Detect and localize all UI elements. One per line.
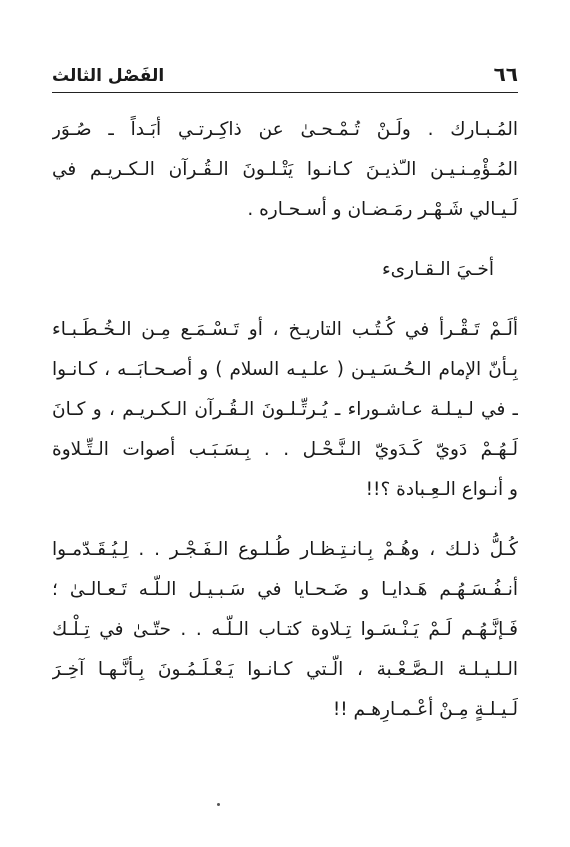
running-header [52,58,518,86]
page-number: ٦٦ [493,62,518,86]
text-line: ـ في لـيـلـة عـاشـوراء ـ يُـرتِّـلـونَ الـقُـرآن الـكـريـم ، و كـانَ [52,399,518,420]
text-line: لَـيـالي شَـهْـر رمَـضـان و أسـحـاره . [247,199,518,220]
paragraph-3 [52,530,518,730]
text-line: المُـؤْمِـنـيـن الـّذيـنَ كـانـوا يَتْـلـونَ الـقُـرآن الـكـريـم في [52,159,518,180]
text-line: لَـيـلـةٍ مِـنْ أعْـمـارِهـم !! [332,699,518,720]
paragraph-spacer [52,290,518,310]
chapter-title: الفَصْل الثالث [52,66,165,86]
text-line: الـلـيـلـة الـصَّـعْـبة ، الّـتي كـانـوا يَـعْـلَـمُـونَ بِـأنَّـهـا آخِـرَ [52,659,518,680]
section-heading [52,250,518,290]
text-line: بِـأنّ الإمام الـحُـسَـيـن ( علـيـه السلام ) و أصـحـابَــه ، كـانـوا [52,359,518,380]
paragraph-spacer [52,230,518,250]
paragraph-2 [52,310,518,510]
text-line: كُـلُّ ذلـك ، وهُـمْ بِـانـتِـظـار طُـلـوع الـفَـجْـر . . لِـيُـقَـدّمـوا [52,539,518,560]
heading-text: أخـيَ الـقـارىء [381,259,494,280]
page-mark-dot [217,803,220,806]
text-line: فَـإنَّـهُـم لَـمْ يَـنْـسَـوا تِـلاوة كتـاب الـلّـه . . حتّـىٰ في تِـلْـك [52,619,518,640]
body-text [52,110,518,730]
text-line: المُـبـارك . ولَـنْ تُـمْـحـىٰ عن ذاكِـرتـي أبَـداً ـ صُـوَر [52,119,518,140]
paragraph-spacer [52,510,518,530]
text-line: أنـفُـسَـهُـم هَـدايـا و ضَـحـايا في سَـبـيـل الـلّـه تَـعـالـىٰ ؛ [52,579,518,600]
text-line: لَـهُـمْ دَويّ كَـدَويّ الـنَّـحْـل . . بِـسَـبَـب أصوات الـتِّـلاوة [52,439,518,460]
text-line: ألَـمْ تَـقْـرأ في كُـتُـب التاريـخ ، أو تَـسْـمَـع مِـن الـخُـطَـبـاء [52,319,518,340]
header-divider [52,92,518,93]
text-line: و أنـواع الـعِـبادة ؟!! [365,479,518,500]
paragraph-1 [52,110,518,230]
